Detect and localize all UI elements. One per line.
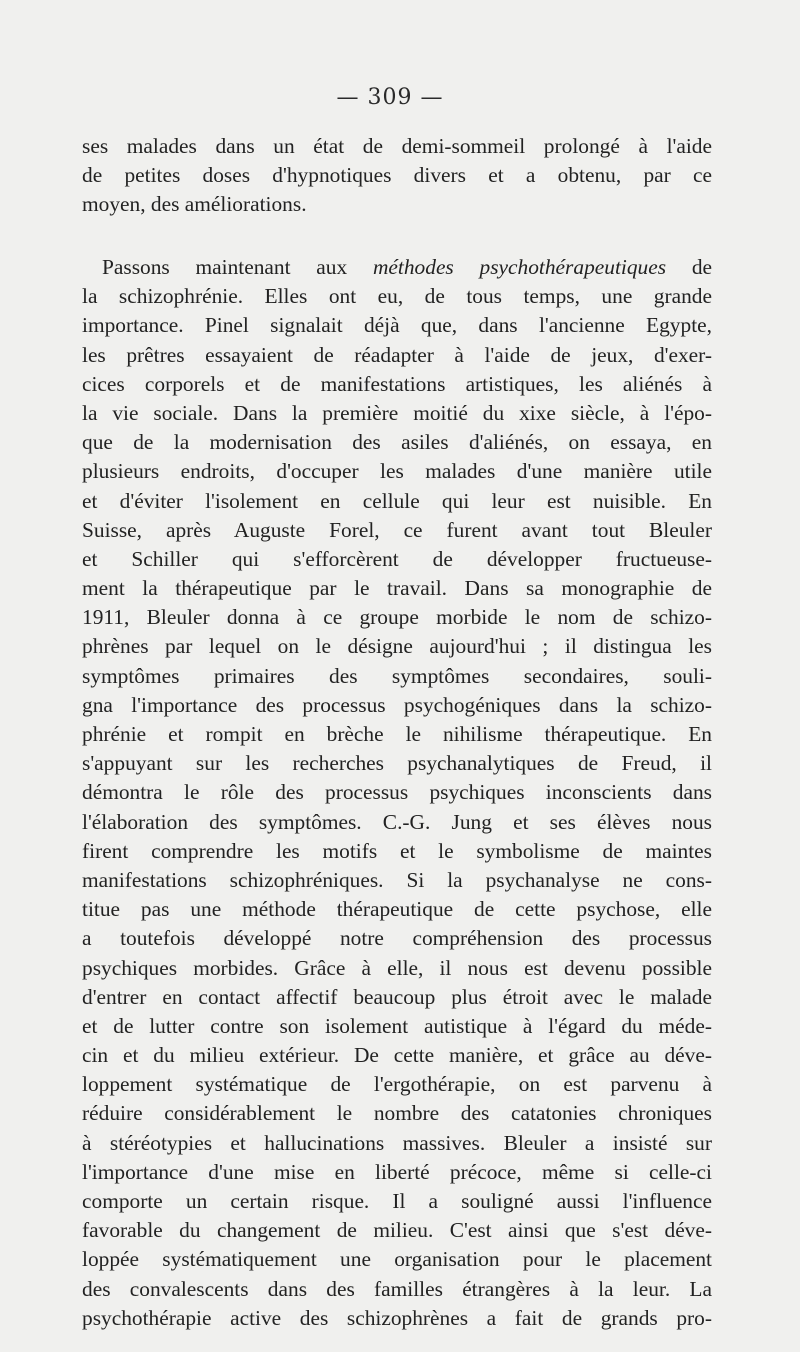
text-line: phrénie et rompit en brèche le nihilisme thérapeutique. En [82, 722, 712, 746]
text-line: symptômes primaires des symptômes secondaires, souli- [82, 663, 712, 688]
text-line: moyen, des améliorations. [82, 192, 307, 217]
paragraph-continuation [82, 132, 712, 220]
text-line: 1911, Bleuler donna à ce groupe morbide le nom de schizo- [82, 605, 712, 630]
text-suffix: de [666, 255, 713, 279]
text-line: favorable du changement de milieu. C'est ainsi que s'est déve- [82, 1218, 712, 1243]
text-line: Suisse, après Auguste Forel, ce furent avant tout Bleuler [82, 517, 712, 542]
text-line: les prêtres essayaient de réadapter à l'aide de jeux, d'exer- [82, 342, 712, 367]
text-line: que de la modernisation des asiles d'aliénés, on essaya, en [82, 430, 712, 455]
text-line-first [82, 253, 712, 282]
paragraph-psychotherapy [82, 253, 712, 1333]
text-line: ment la thérapeutique par le travail. Dans sa monographie de [82, 576, 712, 601]
text-line: démontra le rôle des processus psychiques inconscients dans [82, 780, 712, 805]
text-line: plusieurs endroits, d'occuper les malades d'une manière utile [82, 459, 712, 484]
text-line: firent comprendre les motifs et le symbolisme de maintes [82, 838, 712, 863]
text-line: manifestations schizophréniques. Si la psychanalyse ne cons- [82, 867, 712, 892]
text-line: d'entrer en contact affectif beaucoup plus étroit avec le malade [82, 984, 712, 1009]
text-line: ses malades dans un état de demi-sommeil prolongé à l'aide [82, 134, 712, 158]
page-number: — 309 — [336, 85, 444, 110]
text-line: la vie sociale. Dans la première moitié du xixe siècle, à l'épo- [82, 400, 712, 425]
text-line: cices corporels et de manifestations artistiques, les aliénés à [82, 371, 712, 396]
text-line: loppement systématique de l'ergothérapie, on est parvenu à [82, 1072, 712, 1097]
emphasis-term: méthodes psychothérapeutiques [372, 255, 667, 279]
text-line: de petites doses d'hypnotiques divers et a obtenu, par ce [82, 163, 712, 188]
text-line: et d'éviter l'isolement en cellule qui leur est nuisible. En [82, 488, 712, 513]
text-line: la schizophrénie. Elles ont eu, de tous temps, une grande [82, 284, 712, 309]
text-line: à stéréotypies et hallucinations massives. Bleuler a insisté sur [82, 1130, 712, 1155]
text-line: l'élaboration des symptômes. C.-G. Jung et ses élèves nous [82, 809, 712, 834]
text-line: réduire considérablement le nombre des catatonies chroniques [82, 1101, 712, 1126]
text-line: importance. Pinel signalait déjà que, dans l'ancienne Egypte, [82, 313, 712, 338]
text-line: cin et du milieu extérieur. De cette manière, et grâce au déve- [82, 1043, 712, 1068]
text-line: et Schiller qui s'efforcèrent de développer fructueuse- [82, 546, 712, 571]
text-line: a toutefois développé notre compréhension des processus [82, 926, 712, 951]
text-prefix: Passons maintenant aux [102, 255, 373, 279]
text-line: des convalescents dans des familles étrangères à la leur. La [82, 1276, 712, 1301]
text-line: psychothérapie active des schizophrènes a fait de grands pro- [82, 1305, 712, 1330]
text-line: et de lutter contre son isolement autistique à l'égard du méde- [82, 1013, 712, 1038]
text-line: gna l'importance des processus psychogéniques dans la schizo- [82, 692, 712, 717]
text-line: phrènes par lequel on le désigne aujourd'hui ; il distingua les [82, 634, 712, 659]
text-line: comporte un certain risque. Il a souligné aussi l'influence [82, 1189, 712, 1213]
text-line: titue pas une méthode thérapeutique de cette psychose, elle [82, 897, 712, 922]
text-line: s'appuyant sur les recherches psychanalytiques de Freud, il [82, 751, 712, 776]
text-line: psychiques morbides. Grâce à elle, il nous est devenu possible [82, 955, 712, 980]
text-line: loppée systématiquement une organisation pour le placement [82, 1247, 712, 1272]
text-line: l'importance d'une mise en liberté précoce, même si celle-ci [82, 1159, 712, 1184]
